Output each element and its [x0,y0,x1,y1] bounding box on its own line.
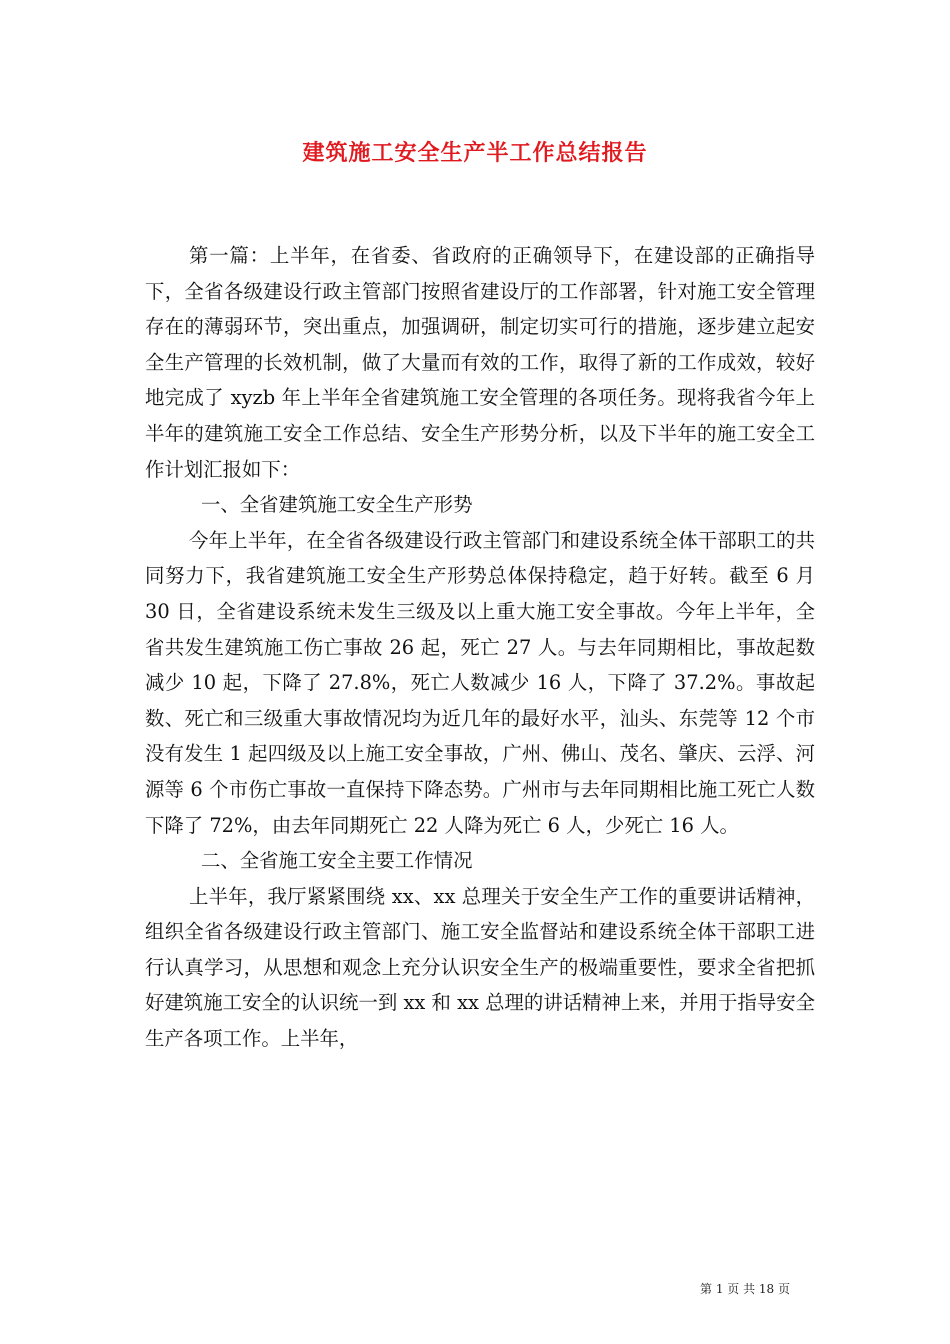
intro-paragraph: 第一篇：上半年，在省委、省政府的正确领导下，在建设部的正确指导下，全省各级建设行政主管部门按照省建设厅的工作部署，针对施工安全管理存在的薄弱环节，突出重点，加强调研，制定切实可行的措施，逐步建立起安全生产管理的长效机制，做了大量而有效的工作，取得了新的工作成效，较好地完成了 xyzb 年上半年全省建筑施工安全管理的各项任务。现将我省今年上半年的建筑施工安全工作总结、安全生产形势分析，以及下半年的施工安全工作计划汇报如下： [145,244,815,481]
section-heading-2: 二、全省施工安全主要工作情况 [201,849,473,873]
section-heading-1: 一、全省建筑施工安全生产形势 [201,493,473,517]
document-body [145,238,815,1057]
document-title: 建筑施工安全生产半工作总结报告 [302,140,648,166]
section-2-paragraph: 上半年，我厅紧紧围绕 xx、xx 总理关于安全生产工作的重要讲话精神，组织全省各级建设行政主管部门、施工安全监督站和建设系统全体干部职工进行认真学习，从思想和观念上充分认识安全生产的极端重要性，要求全省把抓好建筑施工安全的认识统一到 xx 和 xx 总理的讲话精神上来，并用于指导安全生产各项工作。上半年， [145,884,815,1051]
page-number-footer: 第 1 页 共 18 页 [700,1282,790,1296]
section-1-paragraph: 今年上半年，在全省各级建设行政主管部门和建设系统全体干部职工的共同努力下，我省建筑施工安全生产形势总体保持稳定，趋于好转。截至 6 月 30 日，全省建设系统未发生三级及以上重大施工安全事故。今年上半年，全省共发生建筑施工伤亡事故 26 起，死亡 27 人。与去年同期相比，事故起数减少 10 起，下降了 27.8%，死亡人数减少 16 人，下降了 37.2%。事故起数、死亡和三级重大事故情况均为近几年的最好水平，汕头、东莞等 12 个市没有发生 1 起四级及以上施工安全事故，广州、佛山、茂名、肇庆、云浮、河源等 6 个市伤亡事故一直保持下降态势。广州市与去年同期相比施工死亡人数下降了 72%，由去年同期死亡 22 人降为死亡 6 人，少死亡 16 人。 [145,528,815,837]
